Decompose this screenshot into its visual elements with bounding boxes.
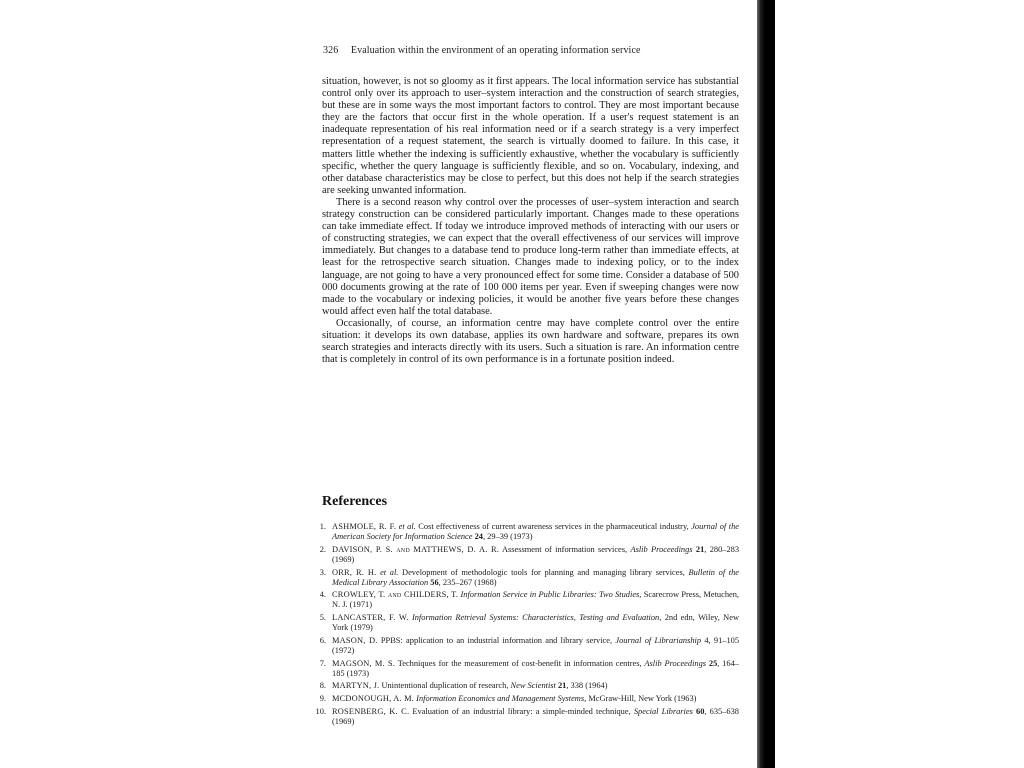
reference-item	[312, 590, 739, 610]
reference-title: PPBS: application to an industrial information and library service,	[380, 635, 613, 645]
reference-source: Information Service in Public Libraries: Two Studies,	[460, 590, 642, 600]
reference-author: MASON, D.	[332, 635, 378, 645]
reference-author: MCDONOUGH, A. M.	[332, 694, 415, 704]
reference-number: 4.	[319, 590, 326, 600]
reference-source: Information Retrieval Systems: Characteristics, Testing and Evaluation,	[411, 613, 662, 623]
reference-et-al: et al.	[380, 567, 399, 577]
page-number: 326	[323, 45, 339, 56]
reference-author: DAVISON, P. S. and MATTHEWS, D. A. R.	[332, 544, 500, 554]
reference-item	[312, 694, 739, 704]
reference-title: Assessment of information services,	[501, 544, 628, 554]
reference-source: Journal of Librarianship	[615, 635, 702, 645]
reference-number: 6.	[319, 635, 326, 645]
body-text	[322, 76, 739, 366]
reference-item	[312, 522, 739, 542]
reference-title: Techniques for the measurement of cost-benefit in information centres,	[397, 658, 642, 668]
paragraph: There is a second reason why control over the processes of user–system interaction and search strategy construction can be considered particularly important. Changes made to these operations can take immediate effect. If today we introduce improved methods of interacting with our users or of constructing strategies, we can expect that the overall effectiveness of our services will improve immediately. But changes to a database tend to produce long-term rather than immediate effects, at least for the retrospective search situation. Changes made to indexing policy, or to the index language, are not going to have a very pronounced effect for some time. Consider a database of 500 000 documents growing at the rate of 100 000 items per year. Even if sweeping changes were now made to the vocabulary or indexing policies, it would be another five years before these changes would affect even half the total database.	[322, 196, 739, 317]
reference-number: 10.	[315, 706, 326, 716]
reference-pages: 4, 91–105 (1972)	[332, 635, 740, 655]
reference-volume: 21	[695, 544, 705, 554]
reference-item	[312, 636, 739, 656]
reference-volume: 24	[474, 532, 483, 542]
reference-title: Evaluation of an industrial library: a simple-minded technique,	[412, 706, 631, 716]
reference-item	[312, 681, 739, 691]
reference-item	[312, 707, 739, 727]
scan-border	[757, 0, 775, 768]
reference-source: Information Economics and Management Systems,	[416, 694, 587, 704]
reference-source: Aslib Proceedings	[644, 658, 707, 668]
reference-title: Unintentional duplication of research,	[381, 681, 509, 691]
reference-item	[312, 613, 739, 633]
reference-source: Journal of the American Society for Information Science	[332, 522, 739, 542]
reference-source: New Scientist	[510, 681, 556, 691]
reference-author: ASHMOLE, R. F.	[332, 522, 397, 531]
reference-source: Bulletin of the Medical Library Association	[332, 567, 740, 587]
reference-pages: , 635–638 (1969)	[332, 706, 739, 726]
references-list	[312, 522, 739, 730]
reference-et-al: et al.	[398, 522, 416, 531]
reference-pages: , 235–267 (1968)	[438, 577, 497, 587]
reference-pages: , 280–283 (1969)	[332, 544, 740, 564]
reference-title: Development of methodologic tools for planning and managing library services,	[402, 567, 685, 577]
reference-pages: McGraw-Hill, New York (1963)	[586, 694, 697, 704]
reference-title: Cost effectiveness of current awareness services in the pharmaceutical industry,	[418, 522, 689, 531]
paragraph: Occasionally, of course, an information centre may have complete control over the entire situation: it develops its own database, applies its own hardware and software, prepares its own search strategies and interacts directly with its users. Such a situation is rare. An information centre that is completely in control of its own performance is in a fortunate position indeed.	[322, 317, 739, 366]
reference-item	[312, 568, 739, 588]
reference-author: ORR, R. H.	[332, 567, 377, 577]
reference-source: Special Libraries	[633, 706, 693, 716]
reference-pages: Scarecrow Press, Metuchen, N. J. (1971)	[332, 590, 739, 610]
reference-source: Aslib Proceedings	[630, 544, 693, 554]
reference-author: LANCASTER, F. W.	[332, 613, 409, 623]
reference-volume: 21	[557, 681, 567, 691]
reference-pages: , 164–185 (1973)	[332, 658, 739, 678]
reference-pages: 2nd edn, Wiley, New York (1979)	[332, 613, 739, 633]
reference-number: 7.	[319, 658, 326, 668]
reference-author: CROWLEY, T. and CHILDERS, T.	[332, 590, 459, 600]
reference-number: 5.	[319, 613, 326, 623]
references-heading: References	[322, 494, 388, 509]
reference-pages: , 29–39 (1973)	[482, 532, 533, 542]
running-title: Evaluation within the environment of an operating information service	[350, 45, 641, 56]
reference-volume: 56	[430, 577, 439, 587]
running-header	[323, 45, 641, 56]
reference-author: MARTYN, J.	[332, 681, 380, 691]
reference-number: 8.	[319, 681, 326, 691]
reference-volume: 60	[696, 706, 705, 716]
reference-number: 2.	[319, 544, 326, 554]
reference-author: ROSENBERG, K. C.	[332, 706, 410, 716]
reference-item	[312, 659, 739, 679]
reference-volume: 25	[708, 658, 718, 668]
paragraph: situation, however, is not so gloomy as it first appears. The local information service has substantial control only over its approach to user–system interaction and the construction of search strategies, but these are in some ways the most important factors to control. They are most important because they are the factors that occur first in the whole operation. If a user's request statement is an inadequate representation of his real information need or if a search strategy is a very imperfect representation of a request statement, the search is virtually doomed to failure. In this case, it matters little whether the indexing is sufficiently exhaustive, whether the vocabulary is sufficiently specific, whether the query language is sufficiently flexible, and so on. Vocabulary, indexing, and other database characteristics may be close to perfect, but this does not help if the search strategies are seeking unwanted information.	[322, 76, 739, 196]
reference-number: 1.	[319, 522, 326, 531]
reference-pages: , 338 (1964)	[566, 681, 608, 691]
reference-item	[312, 545, 739, 565]
reference-number: 9.	[319, 694, 326, 704]
reference-author: MAGSON, M. S.	[332, 658, 395, 668]
reference-number: 3.	[319, 567, 326, 577]
